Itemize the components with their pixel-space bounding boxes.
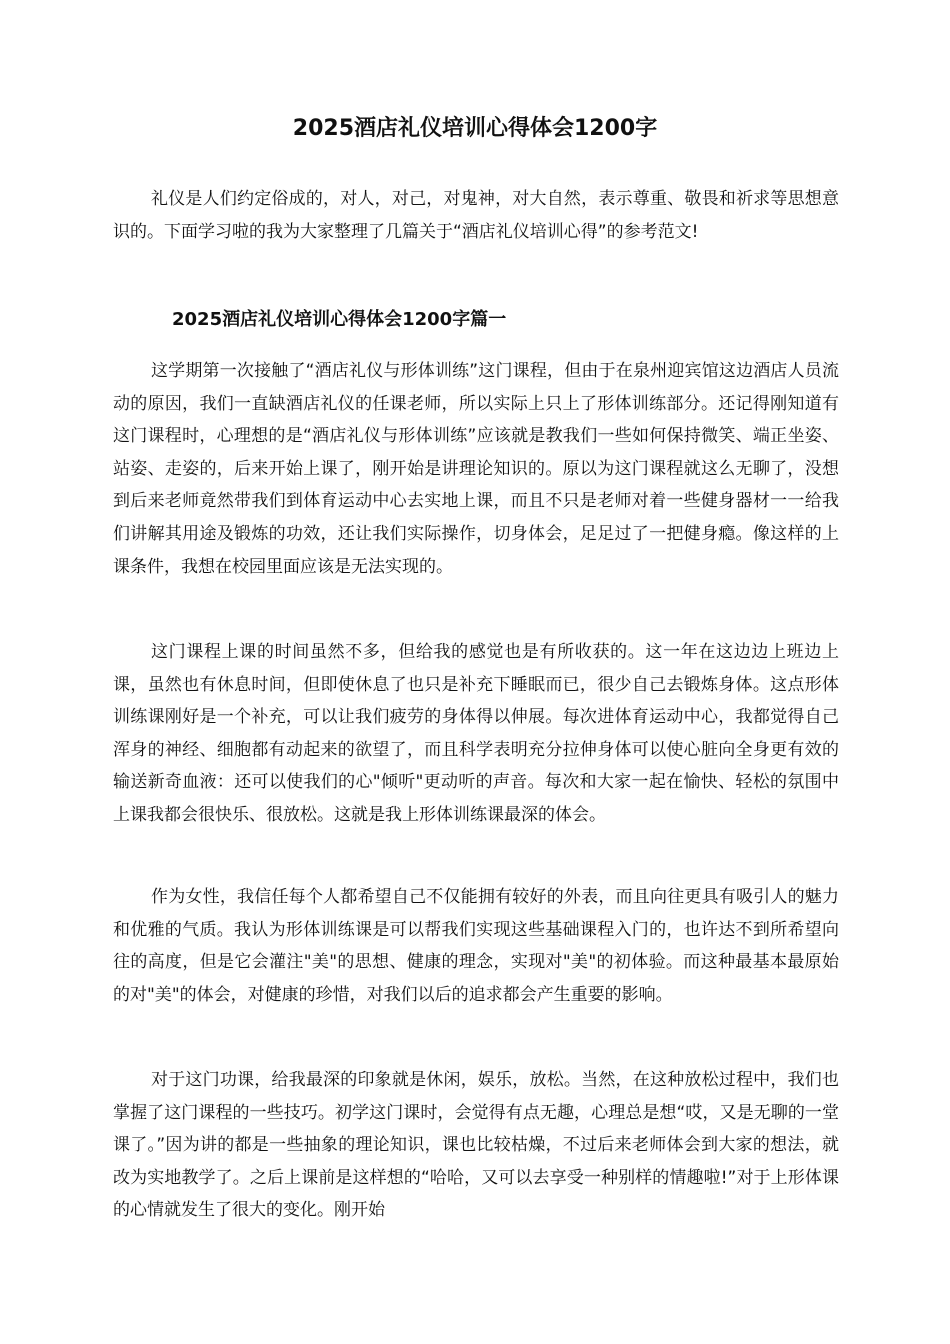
- intro-paragraph: 礼仪是人们约定俗成的，对人，对己，对鬼神，对大自然，表示尊重、敬畏和祈求等思想意识的。下面学习啦的我为大家整理了几篇关于“酒店礼仪培训心得”的参考范文!: [113, 189, 839, 242]
- document-title: 2025酒店礼仪培训心得体会1200字: [292, 116, 658, 141]
- section-heading: 2025酒店礼仪培训心得体会1200字篇一: [172, 309, 507, 330]
- body-paragraph-1: 这学期第一次接触了“酒店礼仪与形体训练”这门课程，但由于在泉州迎宾馆这边酒店人员流动的原因，我们一直缺酒店礼仪的任课老师，所以实际上只上了形体训练部分。还记得刚知道有这门课程时，心理想的是“酒店礼仪与形体训练”应该就是教我们一些如何保持微笑、端正坐姿、站姿、走姿的，后来开始上课了，刚开始是讲理论知识的。原以为这门课程就这么无聊了，没想到后来老师竟然带我们到体育运动中心去实地上课，而且不只是老师对着一些健身器材一一给我们讲解其用途及锻炼的功效，还让我们实际操作，切身体会，足足过了一把健身瘾。像这样的上课条件，我想在校园里面应该是无法实现的。: [113, 361, 839, 577]
- body-paragraph-2: 这门课程上课的时间虽然不多，但给我的感觉也是有所收获的。这一年在这边边上班边上课，虽然也有休息时间，但即使休息了也只是补充下睡眠而已，很少自己去锻炼身体。这点形体训练课刚好是一个补充，可以让我们疲劳的身体得以伸展。每次进体育运动中心，我都觉得自己浑身的神经、细胞都有动起来的欲望了，而且科学表明充分拉伸身体可以使心脏向全身更有效的输送新奇血液：还可以使我们的心"倾听"更动听的声音。每次和大家一起在愉快、轻松的氛围中上课我都会很快乐、很放松。这就是我上形体训练课最深的体会。: [113, 642, 839, 825]
- body-paragraph-4: 对于这门功课，给我最深的印象就是休闲，娱乐，放松。当然，在这种放松过程中，我们也掌握了这门课程的一些技巧。初学这门课时，会觉得有点无趣，心理总是想“哎，又是无聊的一堂课了。”因为讲的都是一些抽象的理论知识，课也比较枯燥，不过后来老师体会到大家的想法，就改为实地教学了。之后上课前是这样想的“哈哈，又可以去享受一种别样的情趣啦!”对于上形体课的心情就发生了很大的变化。刚开始: [113, 1070, 839, 1221]
- body-paragraph-3: 作为女性，我信任每个人都希望自己不仅能拥有较好的外表，而且向往更具有吸引人的魅力和优雅的气质。我认为形体训练课是可以帮我们实现这些基础课程入门的，也许达不到所希望向往的高度，但是它会灌注"美"的思想、健康的理念，实现对"美"的初体验。而这种最基本最原始的对"美"的体会，对健康的珍惜，对我们以后的追求都会产生重要的影响。: [113, 887, 839, 1005]
